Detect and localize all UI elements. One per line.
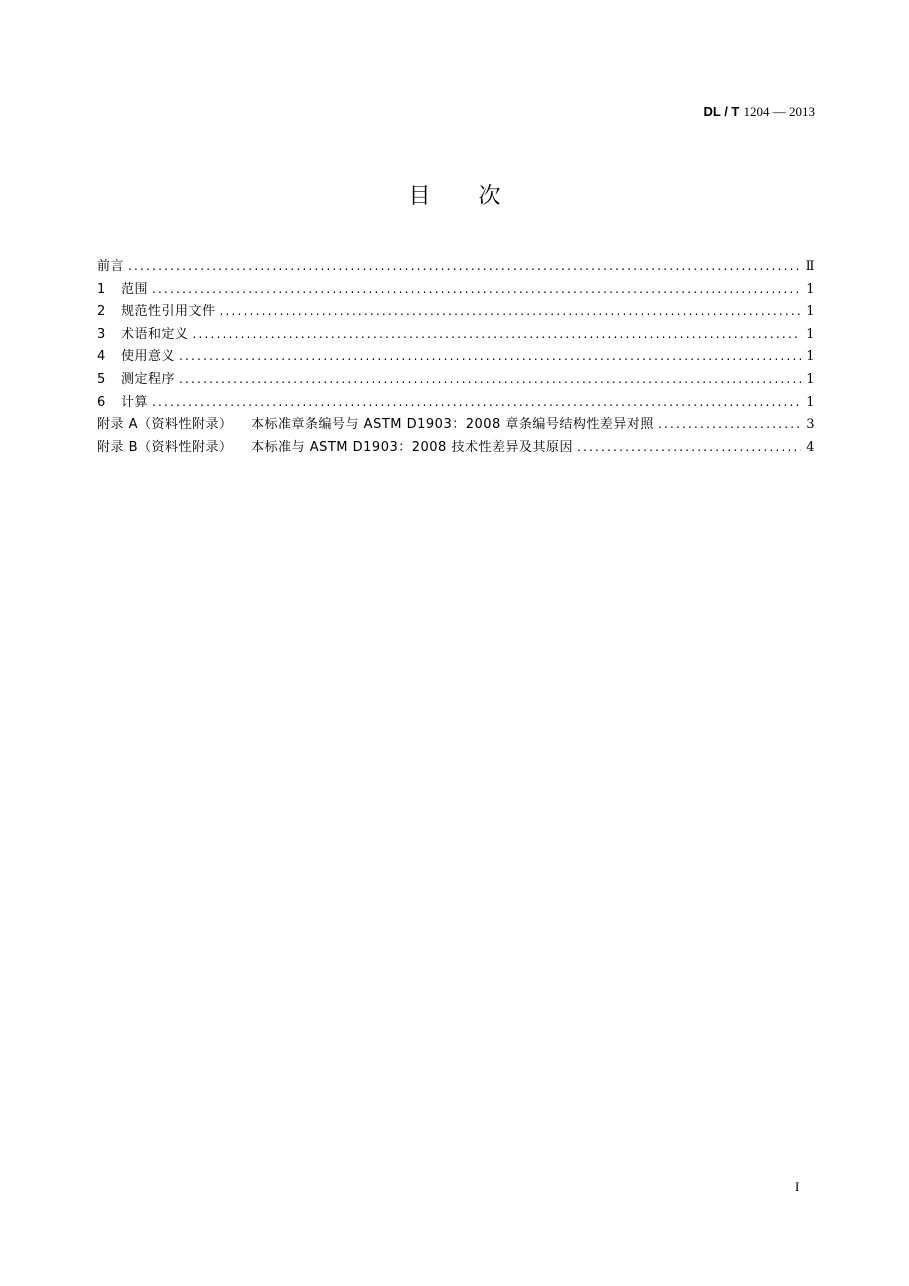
toc-entry-page: 1 xyxy=(806,394,815,410)
toc-entry-calculation[interactable] xyxy=(97,392,815,415)
toc-entry-number: 3 xyxy=(97,326,106,342)
toc-entry-page: 1 xyxy=(806,281,815,297)
toc-entry-appendix-b[interactable] xyxy=(97,437,815,460)
toc-entry-label: 范围 xyxy=(121,281,149,297)
page-number: I xyxy=(795,1179,800,1194)
toc-entry-page: 1 xyxy=(806,349,815,365)
dot-leader xyxy=(577,437,801,457)
toc-entry-label: 使用意义 xyxy=(121,349,176,365)
toc-entry-normative-references[interactable] xyxy=(97,301,815,324)
dot-leader xyxy=(193,324,801,344)
toc-entry-number: 6 xyxy=(97,394,106,410)
toc-entry-label: 术语和定义 xyxy=(121,326,189,342)
toc-entry-label: 附录 B（资料性附录） 本标准与 ASTM D1903：2008 技术性差异及其原因 xyxy=(97,439,573,455)
table-of-contents xyxy=(97,256,815,459)
toc-entry-significance[interactable] xyxy=(97,346,815,369)
dot-leader xyxy=(179,369,801,389)
toc-entry-label: 规范性引用文件 xyxy=(121,304,216,320)
toc-entry-label: 附录 A（资料性附录） 本标准章条编号与 ASTM D1903：2008 章条编号结构性差异对照 xyxy=(97,417,654,433)
dot-leader xyxy=(179,346,801,366)
toc-entry-number: 2 xyxy=(97,304,106,320)
toc-entry-appendix-a[interactable] xyxy=(97,414,815,437)
standard-code xyxy=(703,103,815,122)
dot-leader xyxy=(658,414,801,434)
toc-entry-label: 前言 xyxy=(97,259,125,274)
standard-number: 1204 — 2013 xyxy=(743,104,815,119)
toc-entry-page: Ⅱ xyxy=(805,259,815,274)
toc-entry-page: 4 xyxy=(806,439,815,455)
toc-entry-page: 1 xyxy=(806,371,815,387)
dot-leader xyxy=(152,279,801,299)
toc-entry-label: 计算 xyxy=(121,394,149,410)
standard-prefix: DL / T xyxy=(703,104,740,119)
toc-entry-foreword[interactable] xyxy=(97,256,815,279)
dot-leader xyxy=(220,301,801,321)
toc-title: 目次 xyxy=(408,184,549,209)
toc-entry-procedure[interactable] xyxy=(97,369,815,392)
toc-entry-page: 3 xyxy=(806,417,815,433)
toc-entry-terms-definitions[interactable] xyxy=(97,324,815,347)
toc-entry-scope[interactable] xyxy=(97,279,815,302)
dot-leader xyxy=(152,392,801,412)
toc-entry-number: 4 xyxy=(97,349,106,365)
toc-entry-number: 5 xyxy=(97,371,106,387)
dot-leader xyxy=(128,256,801,276)
toc-entry-label: 测定程序 xyxy=(121,371,176,387)
toc-entry-page: 1 xyxy=(806,326,815,342)
toc-entry-page: 1 xyxy=(806,304,815,320)
toc-entry-number: 1 xyxy=(97,281,106,297)
